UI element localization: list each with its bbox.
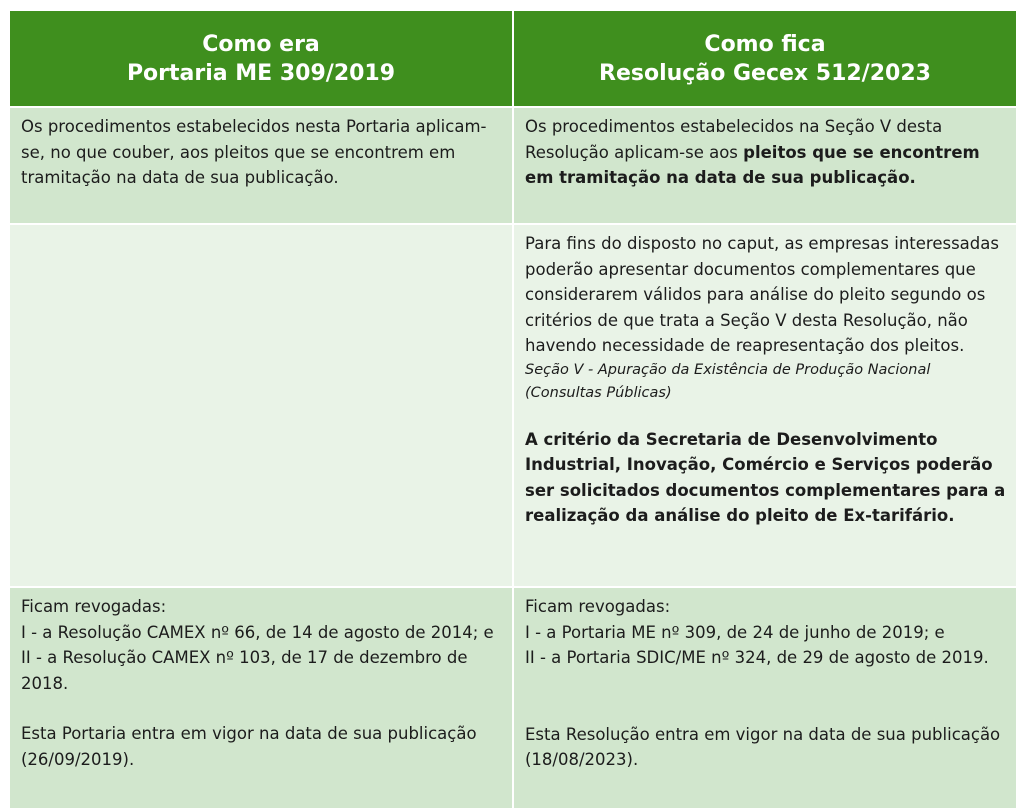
header-right-line1: Como fica	[704, 31, 826, 57]
cell-closing: Esta Portaria entra em vigor na data de sua publicação (26/09/2019).	[21, 724, 477, 769]
cell-left-empty	[9, 224, 513, 587]
cell-item: II - a Resolução CAMEX nº 103, de 17 de dezembro de 2018.	[21, 648, 468, 693]
table-header-row	[9, 10, 1017, 107]
table-row	[9, 224, 1017, 587]
cell-item: II - a Portaria SDIC/ME nº 324, de 29 de agosto de 2019.	[525, 648, 989, 667]
table-row	[9, 107, 1017, 224]
cell-note: Seção V - Apuração da Existência de Produção Nacional (Consultas Públicas)	[525, 361, 931, 401]
table-row	[9, 587, 1017, 809]
cell-left	[9, 107, 513, 224]
cell-item: I - a Portaria ME nº 309, de 24 de junho de 2019; e	[525, 622, 945, 642]
cell-right	[513, 587, 1017, 809]
header-right	[513, 10, 1017, 107]
cell-paragraph: Para fins do disposto no caput, as empresas interessadas poderão apresentar documentos complementares que considerarem válidos para análise do pleito segundo os critérios de que trata a Seção V desta Resolução, não havendo necessidade de reapresentação dos pleitos.	[525, 234, 999, 355]
cell-text-bold: pleitos que se encontrem em tramitação na data de sua publicação.	[525, 142, 980, 187]
cell-heading: Ficam revogadas:	[21, 597, 167, 616]
header-left-line2: Portaria ME 309/2019	[126, 60, 396, 86]
cell-left	[9, 587, 513, 809]
header-right-line2: Resolução Gecex 512/2023	[599, 60, 931, 86]
cell-text: Os procedimentos estabelecidos na Seção V desta Resolução aplicam-se aos	[525, 117, 943, 162]
cell-text: Os procedimentos estabelecidos nesta Portaria aplicam-se, no que couber, aos pleitos que se encontrem em tramitação na data de sua publicação.	[21, 117, 487, 187]
cell-right	[513, 107, 1017, 224]
comparison-table	[8, 9, 1018, 810]
cell-heading: Ficam revogadas:	[525, 597, 671, 616]
cell-paragraph-bold: A critério da Secretaria de Desenvolvimento Industrial, Inovação, Comércio e Serviços poderão ser solicitados documentos complementares para a realização da análise do pleito de Ex-tarifário.	[525, 429, 1006, 525]
header-left-line1: Como era	[202, 31, 320, 57]
cell-item: I - a Resolução CAMEX nº 66, de 14 de agosto de 2014; e	[21, 622, 494, 642]
comparison-table-container	[8, 9, 1016, 810]
header-left	[9, 10, 513, 107]
cell-right	[513, 224, 1017, 587]
cell-closing: Esta Resolução entra em vigor na data de sua publicação (18/08/2023).	[525, 724, 1001, 769]
